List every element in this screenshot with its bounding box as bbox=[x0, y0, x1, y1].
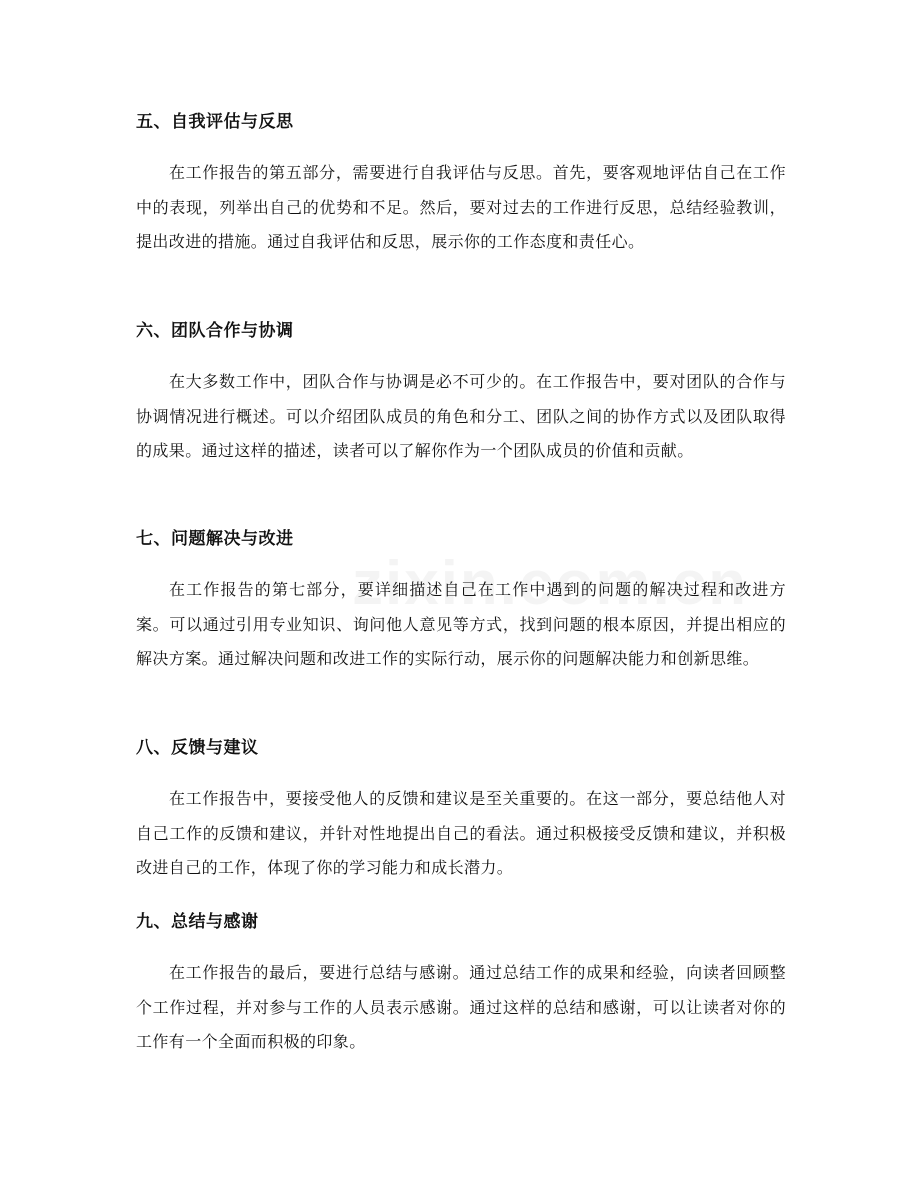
section-self-evaluation bbox=[136, 110, 786, 260]
section-heading: 五、自我评估与反思 bbox=[136, 112, 294, 132]
section-summary bbox=[136, 910, 786, 1060]
section-paragraph: 在工作报告的第七部分，要详细描述自己在工作中遇到的问题的解决过程和改进方案。可以通过引用专业知识、询问他人意见等方式，找到问题的根本原因，并提出相应的解决方案。通过解决问题和改进工作的实际行动，展示你的问题解决能力和创新思维。 bbox=[136, 580, 786, 668]
section-problem-solving bbox=[136, 527, 786, 677]
section-paragraph: 在大多数工作中，团队合作与协调是必不可少的。在工作报告中，要对团队的合作与协调情况进行概述。可以介绍团队成员的角色和分工、团队之间的协作方式以及团队取得的成果。通过这样的描述，读者可以了解你作为一个团队成员的价值和贡献。 bbox=[136, 372, 786, 460]
section-heading: 九、总结与感谢 bbox=[136, 912, 259, 932]
section-heading: 七、问题解决与改进 bbox=[136, 529, 294, 549]
section-paragraph: 在工作报告的第五部分，需要进行自我评估与反思。首先，要客观地评估自己在工作中的表现，列举出自己的优势和不足。然后，要对过去的工作进行反思，总结经验教训，提出改进的措施。通过自我评估和反思，展示你的工作态度和责任心。 bbox=[136, 163, 786, 251]
section-heading: 六、团队合作与协调 bbox=[136, 321, 294, 341]
section-paragraph: 在工作报告中，要接受他人的反馈和建议是至关重要的。在这一部分，要总结他人对自己工作的反馈和建议，并针对性地提出自己的看法。通过积极接受反馈和建议，并积极改进自己的工作，体现了你的学习能力和成长潜力。 bbox=[136, 789, 786, 877]
section-paragraph: 在工作报告的最后，要进行总结与感谢。通过总结工作的成果和经验，向读者回顾整个工作过程，并对参与工作的人员表示感谢。通过这样的总结和感谢，可以让读者对你的工作有一个全面而积极的印象。 bbox=[136, 963, 786, 1051]
section-feedback bbox=[136, 736, 786, 886]
section-heading: 八、反馈与建议 bbox=[136, 738, 259, 758]
section-teamwork bbox=[136, 319, 786, 469]
